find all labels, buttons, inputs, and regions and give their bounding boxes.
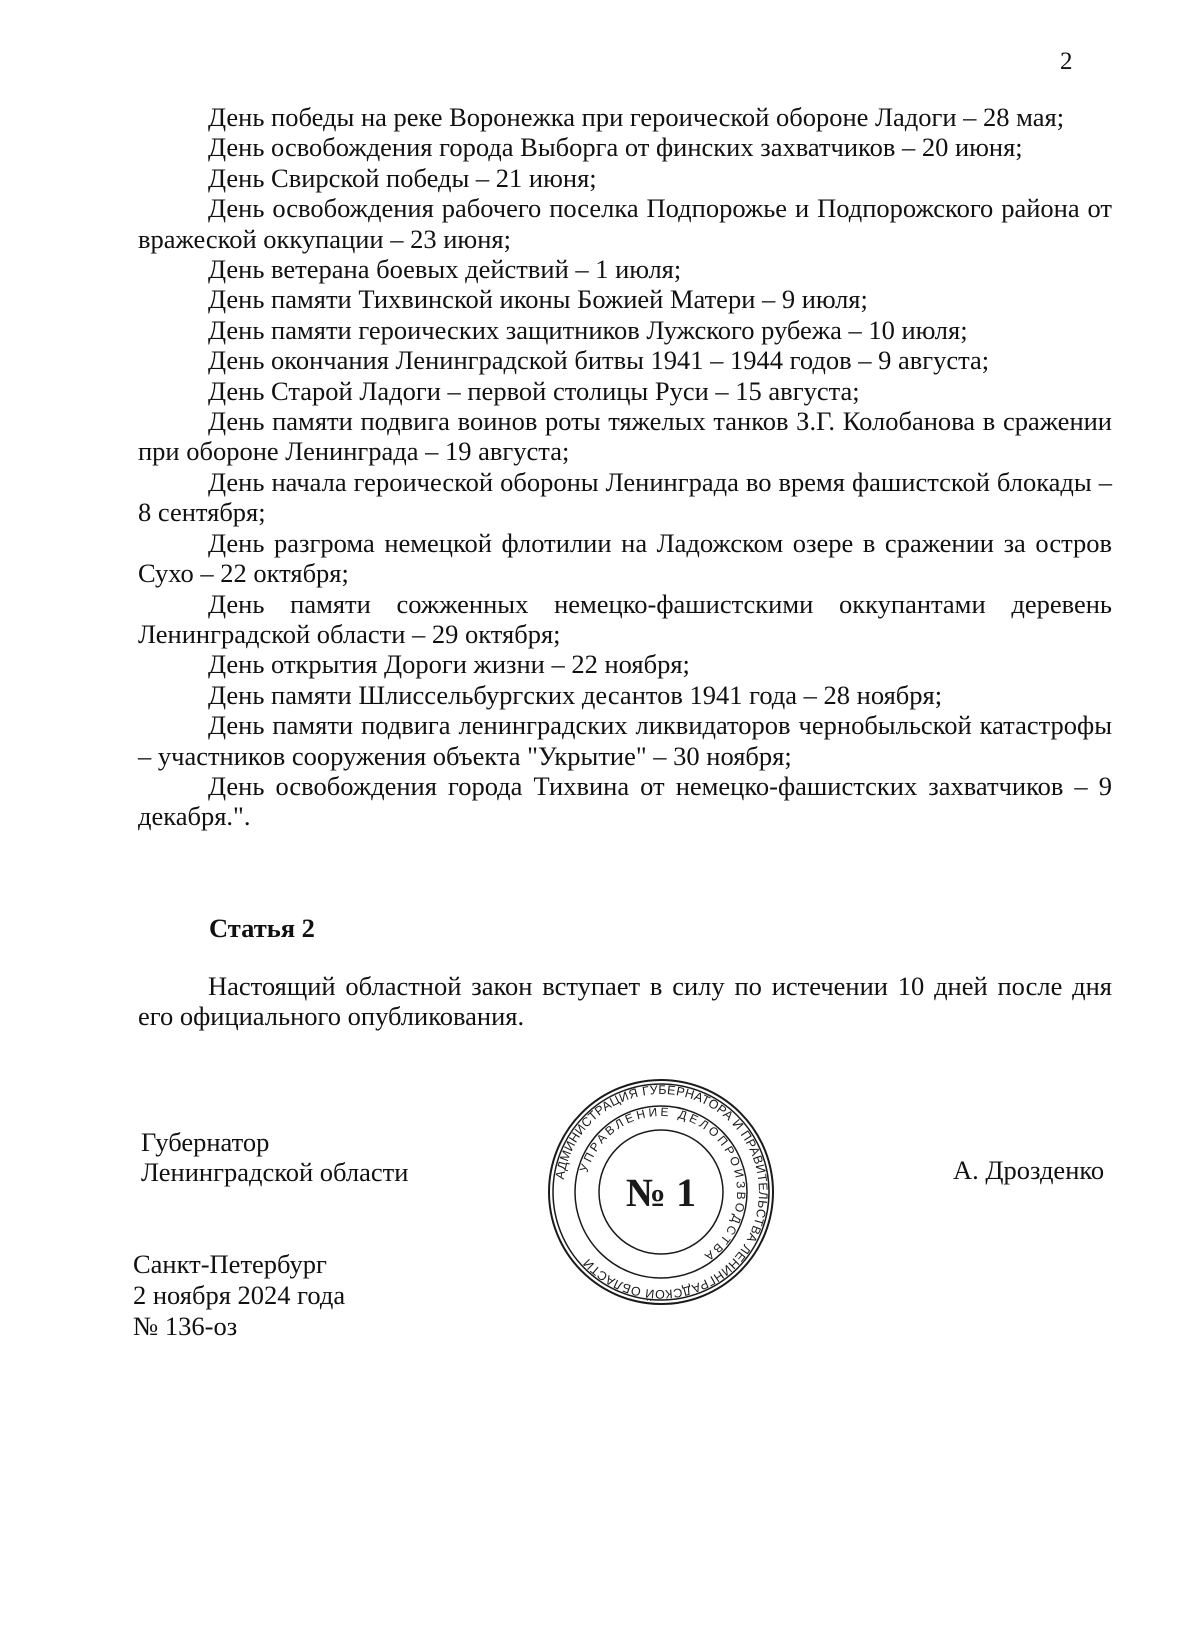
article-heading: Статья 2 [209, 913, 315, 943]
list-item: День памяти Шлиссельбургских десантов 1941 года – 28 ноября; [208, 679, 943, 710]
list-item: День памяти сожженных немецко-фашистскими оккупантами деревень Ленинградской области – 29 октября; [138, 588, 1112, 649]
law-number: № 136-оз [133, 1311, 238, 1341]
list-item: День освобождения города Тихвина от немецко-фашистских захватчиков – 9 декабря.". [138, 770, 1112, 832]
list-item: День памяти Тихвинской иконы Божией Матери – 9 июля; [208, 284, 868, 315]
list-item: День памяти подвига воинов роты тяжелых танков З.Г. Колобанова в сражении при обороне Ленинграда – 19 августа; [138, 406, 1112, 467]
list-item: День памяти подвига ленинградских ликвидаторов чернобыльской катастрофы – участников сооружения объекта "Укрытие" – 30 ноября; [138, 710, 1112, 771]
list-item: День ветерана боевых действий – 1 июля; [208, 254, 682, 285]
list-item: День окончания Ленинградской битвы 1941 – 1944 годов – 9 августа; [208, 345, 990, 376]
list-item: День освобождения рабочего поселка Подпорожье и Подпорожского района от вражеской оккупации – 23 июня; [138, 193, 1112, 254]
city: Санкт-Петербург [133, 1249, 327, 1279]
official-seal-stamp [545, 1076, 777, 1308]
stamp-center-number: № 1 [625, 1170, 697, 1215]
list-item: День освобождения города Выборга от финских захватчиков – 20 июня; [208, 132, 1023, 163]
article-text: Настоящий областной закон вступает в силу по истечении 10 дней после дня его официального опубликования. [138, 971, 1112, 1032]
stamp-inner-text: УПРАВЛЕНИЕ ДЕЛОПРОИЗВОДСТВА [576, 1104, 749, 1266]
list-item: День разгрома немецкой флотилии на Ладожском озере в сражении за остров Сухо – 22 октября; [138, 527, 1112, 589]
stamp-outer-text: АДМИНИСТРАЦИЯ ГУБЕРНАТОРА И ПРАВИТЕЛЬСТВА ЛЕНИНГРАДСКОЙ ОБЛАСТИ [552, 1082, 771, 1302]
list-item: День Старой Ладоги – первой столицы Руси – 15 августа; [208, 375, 860, 406]
date: 2 ноября 2024 года [133, 1280, 346, 1310]
list-item: День открытия Дороги жизни – 22 ноября; [208, 649, 690, 680]
article-section [138, 971, 1112, 1032]
signatory-title [141, 1127, 408, 1188]
place-and-date [133, 1249, 345, 1342]
list-item: День начала героической обороны Ленинграда во время фашистской блокады – 8 сентября; [138, 466, 1112, 528]
list-item: День победы на реке Воронежка при героической обороне Ладоги – 28 мая; [208, 102, 1065, 132]
signatory-name: А. Дрозденко [953, 1155, 1105, 1185]
signatory-title-line2: Ленинградской области [141, 1157, 409, 1188]
page-number: 2 [1060, 48, 1073, 75]
list-item: День Свирской победы – 21 июня; [208, 162, 597, 193]
holiday-list [138, 102, 1112, 832]
signatory-title-line1: Губернатор [141, 1127, 270, 1157]
list-item: День памяти героических защитников Лужского рубежа – 10 июля; [208, 314, 968, 345]
